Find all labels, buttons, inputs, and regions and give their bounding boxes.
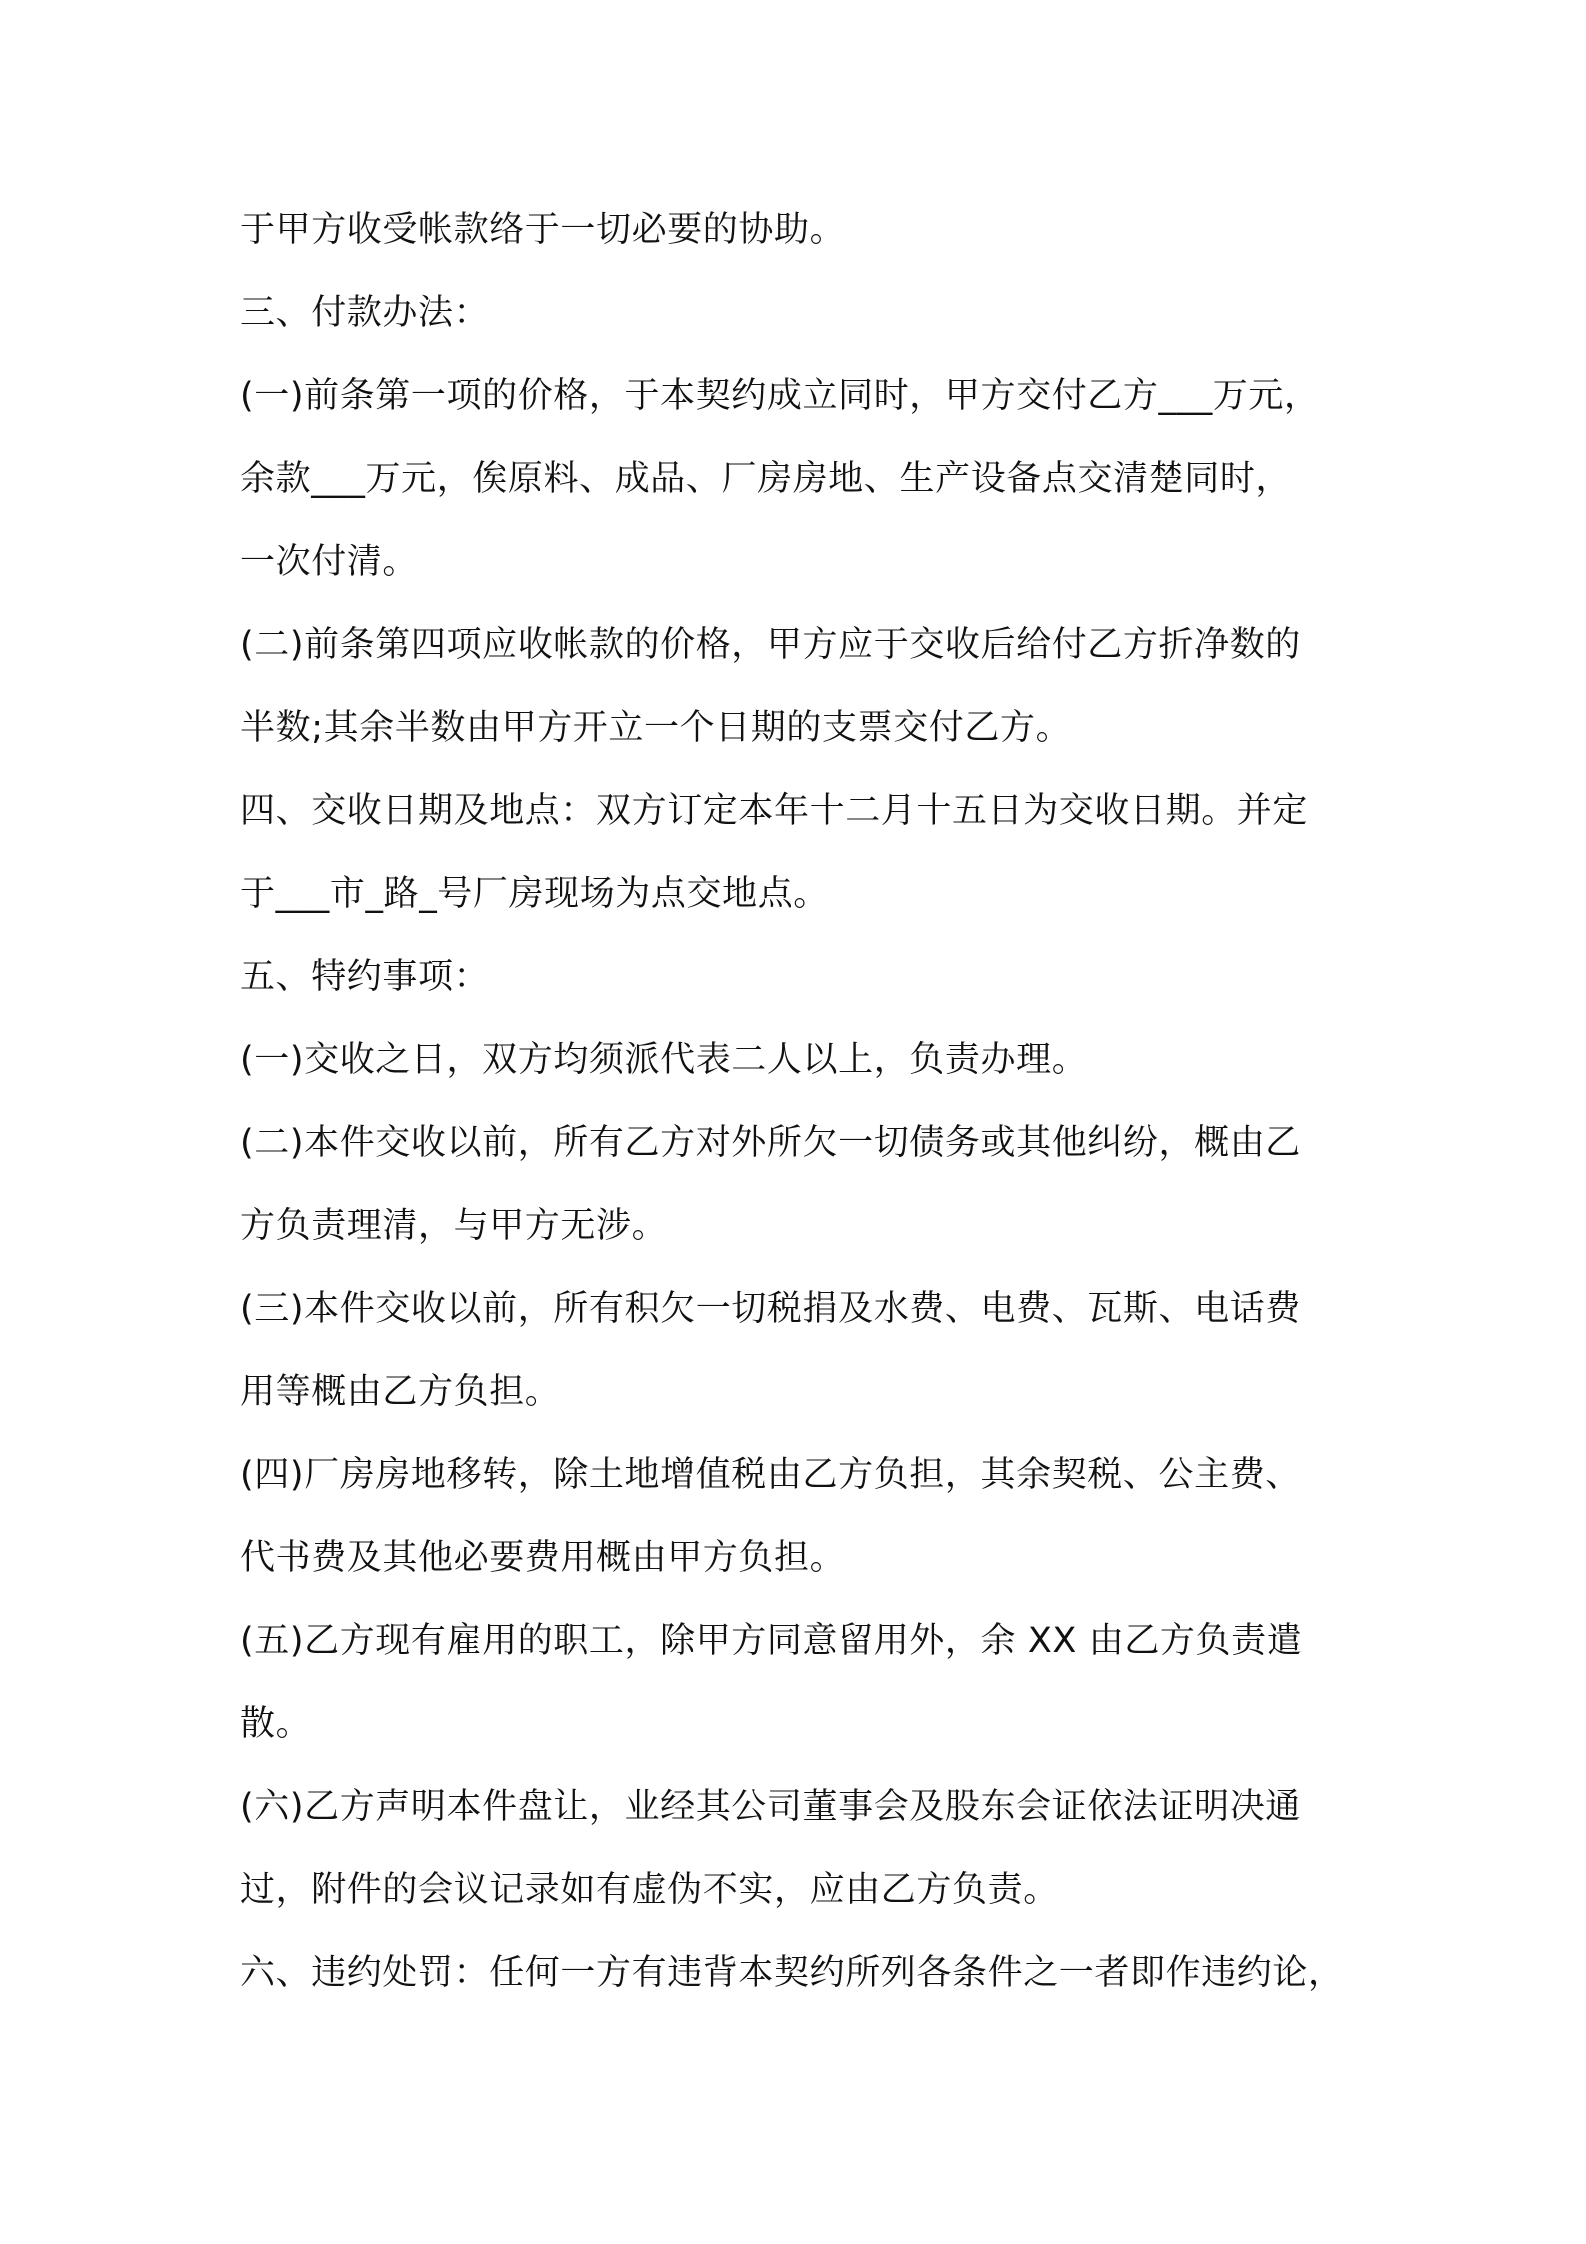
text-line-19: 散。 <box>240 1704 312 1744</box>
section-heading-special-terms: 五、特约事项： <box>240 957 490 997</box>
text-line-11: (一)交收之日，双方均须派代表二人以上，负责办理。 <box>240 1040 1088 1080</box>
text-line-5: 一次付清。 <box>240 542 419 582</box>
section-heading-delivery: 四、交收日期及地点：双方订定本年十二月十五日为交收日期。并定 <box>240 791 1309 831</box>
text-line-1: 于甲方收受帐款络于一切必要的协助。 <box>240 210 846 250</box>
text-line-3: (一)前条第一项的价格，于本契约成立同时，甲方交付乙方___万元， <box>240 376 1320 416</box>
text-line-4: 余款___万元，俟原料、成品、厂房房地、生产设备点交清楚同时， <box>240 459 1292 499</box>
text-line-7: 半数;其余半数由甲方开立一个日期的支票交付乙方。 <box>240 708 1072 748</box>
text-line-9: 于___市_路_号厂房现场为点交地点。 <box>240 874 829 914</box>
text-line-15: 用等概由乙方负担。 <box>240 1372 561 1412</box>
text-line-14: (三)本件交收以前，所有积欠一切税捐及水费、电费、瓦斯、电话费 <box>240 1289 1301 1329</box>
text-line-21: 过，附件的会议记录如有虚伪不实，应由乙方负责。 <box>240 1870 1059 1910</box>
text-line-13: 方负责理清，与甲方无涉。 <box>240 1206 668 1246</box>
text-line-6: (二)前条第四项应收帐款的价格，甲方应于交收后给付乙方折净数的 <box>240 625 1301 665</box>
section-heading-payment: 三、付款办法： <box>240 293 490 333</box>
text-line-18: (五)乙方现有雇用的职工，除甲方同意留用外，余 XX 由乙方负责遣 <box>240 1621 1303 1661</box>
text-line-16: (四)厂房房地移转，除土地增值税由乙方负担，其余契税、公主费、 <box>240 1455 1301 1495</box>
text-line-12: (二)本件交收以前，所有乙方对外所欠一切债务或其他纠纷，概由乙 <box>240 1123 1301 1163</box>
text-line-20: (六)乙方声明本件盘让，业经其公司董事会及股东会证依法证明决通 <box>240 1787 1301 1827</box>
text-line-17: 代书费及其他必要费用概由甲方负担。 <box>240 1538 846 1578</box>
section-heading-penalty: 六、违约处罚：任何一方有违背本契约所列各条件之一者即作违约论， <box>240 1953 1344 1993</box>
